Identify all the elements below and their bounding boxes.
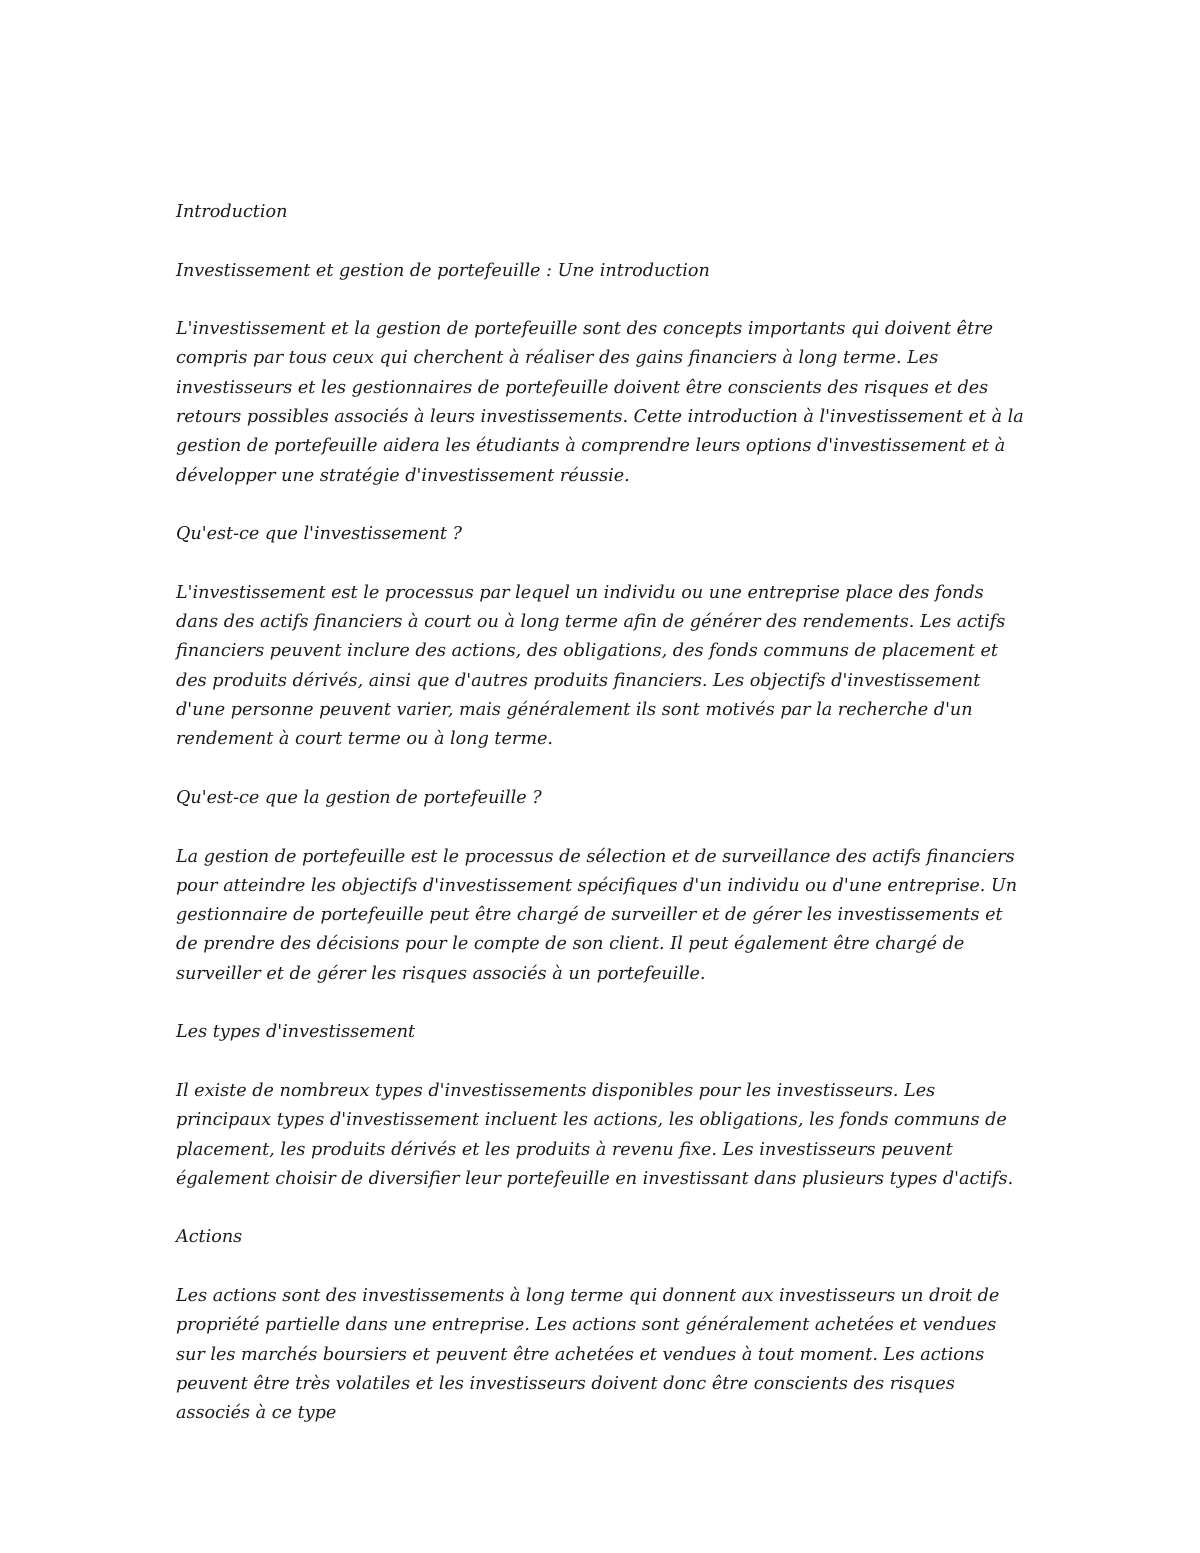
document-body — [176, 198, 1026, 1458]
section-body-gestion: La gestion de portefeuille est le processus de sélection et de surveillance des actifs financiers pour atteindre les objectifs d'investissement spécifiques d'un individu ou d'une entreprise. Un gestionnaire de portefeuille peut être chargé de surveiller et de gérer les investissements et de prendre des décisions pour le compte de son client. Il peut également être chargé de surveiller et de gérer les risques associés à un portefeuille. — [176, 846, 1018, 984]
section-body-investissement: L'investissement est le processus par lequel un individu ou une entreprise place des fonds dans des actifs financiers à court ou à long terme afin de générer des rendements. Les actifs financiers peuvent inclure des actions, des obligations, des fonds communs de placement et des produits dérivés, ainsi que d'autres produits financiers. Les objectifs d'investissement d'une personne peuvent varier, mais généralement ils sont motivés par la recherche d'un rendement à court terme ou à long terme. — [176, 582, 1006, 750]
intro-paragraph: L'investissement et la gestion de portefeuille sont des concepts importants qui doivent être compris par tous ceux qui cherchent à réaliser des gains financiers à long terme. Les investisseurs et les gestionnaires de portefeuille doivent être conscients des risques et des retours possibles associés à leurs investissements. Cette introduction à l'investissement et à la gestion de portefeuille aidera les étudiants à comprendre leurs options d'investissement et à développer une stratégie d'investissement réussie. — [176, 319, 1024, 486]
section-heading-investissement: Qu'est-ce que l'investissement ? — [176, 524, 462, 545]
document-title: Introduction — [176, 202, 288, 222]
section-heading-types: Les types d'investissement — [176, 1022, 416, 1043]
section-body-types: Il existe de nombreux types d'investissements disponibles pour les investisseurs. Les principaux types d'investissement incluent les actions, les obligations, les fonds communs de placement, les produits dérivés et les produits à revenu fixe. Les investisseurs peuvent également choisir de diversifier leur portefeuille en investissant dans plusieurs types d'actifs. — [176, 1080, 1014, 1189]
section-heading-actions: Actions — [176, 1227, 243, 1248]
document-subtitle: Investissement et gestion de portefeuille : Une introduction — [176, 260, 710, 281]
section-heading-gestion: Qu'est-ce que la gestion de portefeuille ? — [176, 787, 542, 808]
section-body-actions: Les actions sont des investissements à long terme qui donnent aux investisseurs un droit de propriété partielle dans une entreprise. Les actions sont généralement achetées et vendues sur les marchés boursiers et peuvent être achetées et vendues à tout moment. Les actions peuvent être très volatiles et les investisseurs doivent donc être conscients des risques associés à ce type — [176, 1285, 1000, 1424]
